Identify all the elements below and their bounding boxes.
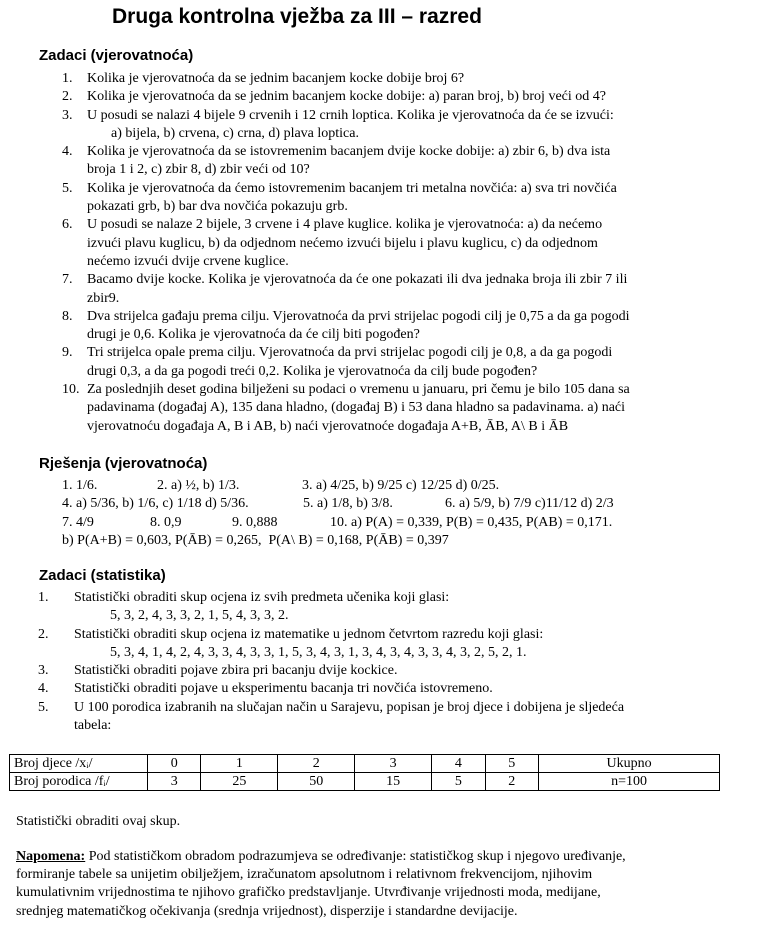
task-number: 1.	[38, 590, 49, 605]
task-text: Kolika je vjerovatnoća da se jednim bacanjem kocke dobije: a) paran broj, b) broj veći od 4?	[87, 89, 606, 105]
table-cell: Ukupno	[539, 755, 720, 773]
task-text: vjerovatnoću događaja A, B i AB, b) naći vjerovatnoće događaja A+B, ĀB, A\ B i ĀB	[87, 418, 569, 434]
probability-task-list	[62, 70, 727, 436]
note-line: formiranje tabele sa unijetim obilježjem, izračunatom apsolutnom i relativnom frekvencijom, njihovim	[16, 867, 593, 883]
task-text: Kolika je vjerovatnoća da ćemo istovremenim bacanjem tri metalna novčića: a) sva tri novčića	[87, 180, 617, 196]
statistics-tasks-heading: Zadaci (statistika)	[39, 567, 166, 584]
task-text: Statistički obraditi skup ocjena iz svih predmeta učenika koji glasi:	[74, 590, 450, 605]
table-row	[10, 755, 720, 773]
table-cell: 4	[432, 755, 485, 773]
solution-entry: 3. a) 4/25, b) 9/25 c) 12/25 d) 0/25.	[302, 478, 500, 493]
note-text: Pod statističkom obradom podrazumjeva se određivanje: statističkog skup i njegovo uređivanje,	[85, 849, 626, 864]
task-item	[62, 88, 727, 106]
task-number: 10.	[62, 382, 80, 398]
task-item	[62, 308, 727, 345]
task-number: 9.	[62, 345, 73, 361]
task-text: zbir9.	[87, 290, 120, 306]
task-number: 7.	[62, 272, 73, 288]
table-cell: 0	[148, 755, 201, 773]
note-line: srednjeg matematičkog očekivanja (srednja vrijednost), disperzije i standardne devijacije.	[16, 903, 518, 919]
task-text: U posudi se nalazi 4 bijele 9 crvenih i 12 crnih loptica. Kolika je vjerovatnoća da će se izvući:	[87, 107, 614, 123]
page-title: Druga kontrolna vježba za III – razred	[112, 5, 482, 28]
solution-entry: 5. a) 1/8, b) 3/8.	[303, 496, 393, 512]
task-number: 8.	[62, 308, 73, 324]
solutions-row	[62, 532, 742, 550]
probability-solutions-heading: Rješenja (vjerovatnoća)	[39, 455, 208, 472]
task-text: Statistički obraditi pojave zbira pri bacanju dvije kockice.	[74, 663, 398, 679]
solution-entry: 6. a) 5/9, b) 7/9 c)11/12 d) 2/3	[445, 496, 614, 512]
table-cell: 1	[201, 755, 278, 773]
solution-entry: 4. a) 5/36, b) 1/6, c) 1/18 d) 5/36.	[62, 496, 249, 512]
task-text: Kolika je vjerovatnoća da se istovremenim bacanjem dvije kocke dobije: a) zbir 6, b) dva ista	[87, 144, 611, 160]
note-label: Napomena:	[16, 849, 86, 864]
stat-task-item	[38, 662, 728, 680]
closing-instruction: Statistički obraditi ovaj skup.	[16, 814, 181, 829]
task-text: Dva strijelca gađaju prema cilju. Vjerovatnoća da prvi strijelac pogodi cilj je 0,75 a da ga pogodi	[87, 308, 630, 324]
task-data: 5, 3, 4, 1, 4, 2, 4, 3, 3, 4, 3, 3, 1, 5, 3, 4, 3, 1, 3, 4, 3, 4, 3, 3, 4, 3, 2, 5, 2, 1.	[110, 644, 527, 660]
solutions-row	[62, 495, 742, 513]
task-number: 2.	[38, 626, 49, 642]
table-row-label: Broj djece /xᵢ/	[10, 755, 148, 773]
statistics-task-list	[38, 589, 728, 735]
task-number: 3.	[38, 663, 49, 679]
table-cell: 50	[278, 773, 355, 791]
solution-entry: 1. 1/6.	[62, 478, 98, 493]
solution-entry: 2. a) ½, b) 1/3.	[157, 478, 240, 493]
stat-task-item	[38, 626, 728, 663]
task-number: 5.	[38, 699, 49, 715]
table-cell: 3	[148, 773, 201, 791]
table-cell: 3	[355, 755, 432, 773]
task-item	[62, 70, 727, 88]
task-item	[62, 271, 727, 308]
table-cell: 5	[485, 755, 538, 773]
task-item	[62, 344, 727, 381]
task-text: Za poslednjih deset godina bilježeni su podaci o vremenu u januaru, pri čemu je bilo 105 dana sa	[87, 382, 630, 398]
task-text: pokazati grb, b) bar dva novčića pokazuju grb.	[87, 199, 348, 215]
task-item	[62, 180, 727, 217]
task-item	[62, 107, 727, 144]
table-row	[10, 773, 720, 791]
task-number: 6.	[62, 217, 73, 233]
task-text: U 100 porodica izabranih na slučajan način u Sarajevu, popisan je broj djece i dobijena je sljedeća	[74, 699, 625, 715]
task-subitems: a) bijela, b) crvena, c) crna, d) plava loptica.	[111, 125, 359, 141]
solutions-row	[62, 477, 742, 495]
stat-task-item	[38, 699, 728, 736]
task-text: Tri strijelca opale prema cilju. Vjerovatnoća da prvi strijelac pogodi cilj je 0,8, a da ga pogodi	[87, 345, 613, 361]
task-data: 5, 3, 2, 4, 3, 3, 2, 1, 5, 4, 3, 3, 2.	[110, 608, 289, 624]
task-text: tabela:	[74, 718, 112, 734]
task-text: Bacamo dvije kocke. Kolika je vjerovatnoća da će one pokazati ili dva jednaka broja ili zbir 7 ili	[87, 272, 628, 288]
solution-entry: 9. 0,888	[232, 514, 278, 530]
note-line: kumulativnim vrijednostima te njihovo grafičko predstavljanje. Utvrđivanje vrijednosti moda, medijane,	[16, 885, 601, 901]
table-cell: n=100	[539, 773, 720, 791]
solution-entry: 7. 4/9	[62, 514, 94, 530]
task-text: broja 1 i 2, c) zbir 8, d) zbir veći od 10?	[87, 162, 310, 178]
solution-entry: b) P(A+B) = 0,603, P(ĀB) = 0,265, P(A\ B) = 0,168, P(ĀB) = 0,397	[62, 532, 449, 548]
probability-tasks-heading: Zadaci (vjerovatnoća)	[39, 47, 194, 64]
task-text: Statistički obraditi skup ocjena iz matematike u jednom četvrtom razredu koji glasi:	[74, 626, 544, 642]
task-text: U posudi se nalaze 2 bijele, 3 crvene i 4 plave kuglice. kolika je vjerovatnoća: a) da nećemo	[87, 217, 603, 233]
task-text: drugi 0,3, a da ga pogodi treći 0,2. Kolika je vjerovatnoća da cilj bude pogođen?	[87, 363, 538, 379]
solution-entry: 10. a) P(A) = 0,339, P(B) = 0,435, P(AB) = 0,171.	[330, 514, 613, 530]
table-cell: 2	[278, 755, 355, 773]
task-text: drugi je 0,6. Kolika je vjerovatnoća da će cilj biti pogođen?	[87, 327, 420, 343]
task-text: Kolika je vjerovatnoća da se jednim bacanjem kocke dobije broj 6?	[87, 71, 465, 86]
family-children-table	[9, 754, 720, 791]
table-cell: 2	[485, 773, 538, 791]
note-block	[16, 848, 726, 921]
task-item	[62, 381, 727, 436]
task-number: 5.	[62, 180, 73, 196]
table-cell: 5	[432, 773, 485, 791]
table-row-label: Broj porodica /fᵢ/	[10, 773, 148, 791]
task-item	[62, 143, 727, 180]
table-cell: 15	[355, 773, 432, 791]
task-text: Statistički obraditi pojave u eksperimentu bacanja tri novčića istovremeno.	[74, 681, 493, 697]
task-number: 3.	[62, 107, 73, 123]
solution-entry: 8. 0,9	[150, 514, 182, 530]
task-number: 4.	[62, 144, 73, 160]
task-text: padavinama (događaj A), 135 dana hladno, (događaj B) i 53 dana hladno sa padavinama. a) naći	[87, 400, 626, 416]
table-cell: 25	[201, 773, 278, 791]
solutions-block	[62, 477, 742, 550]
stat-task-item	[38, 680, 728, 698]
task-item	[62, 216, 727, 271]
task-number: 2.	[62, 89, 73, 105]
task-number: 1.	[62, 71, 73, 86]
task-number: 4.	[38, 681, 49, 697]
stat-task-item	[38, 589, 728, 626]
task-text: izvući plavu kuglicu, b) da odjednom nećemo izvući bijelu i plavu kuglicu, c) da odjednom	[87, 235, 598, 251]
note-line	[16, 848, 726, 866]
task-text: nećemo izvući dvije crvene kuglice.	[87, 253, 289, 269]
solutions-row	[62, 514, 742, 532]
